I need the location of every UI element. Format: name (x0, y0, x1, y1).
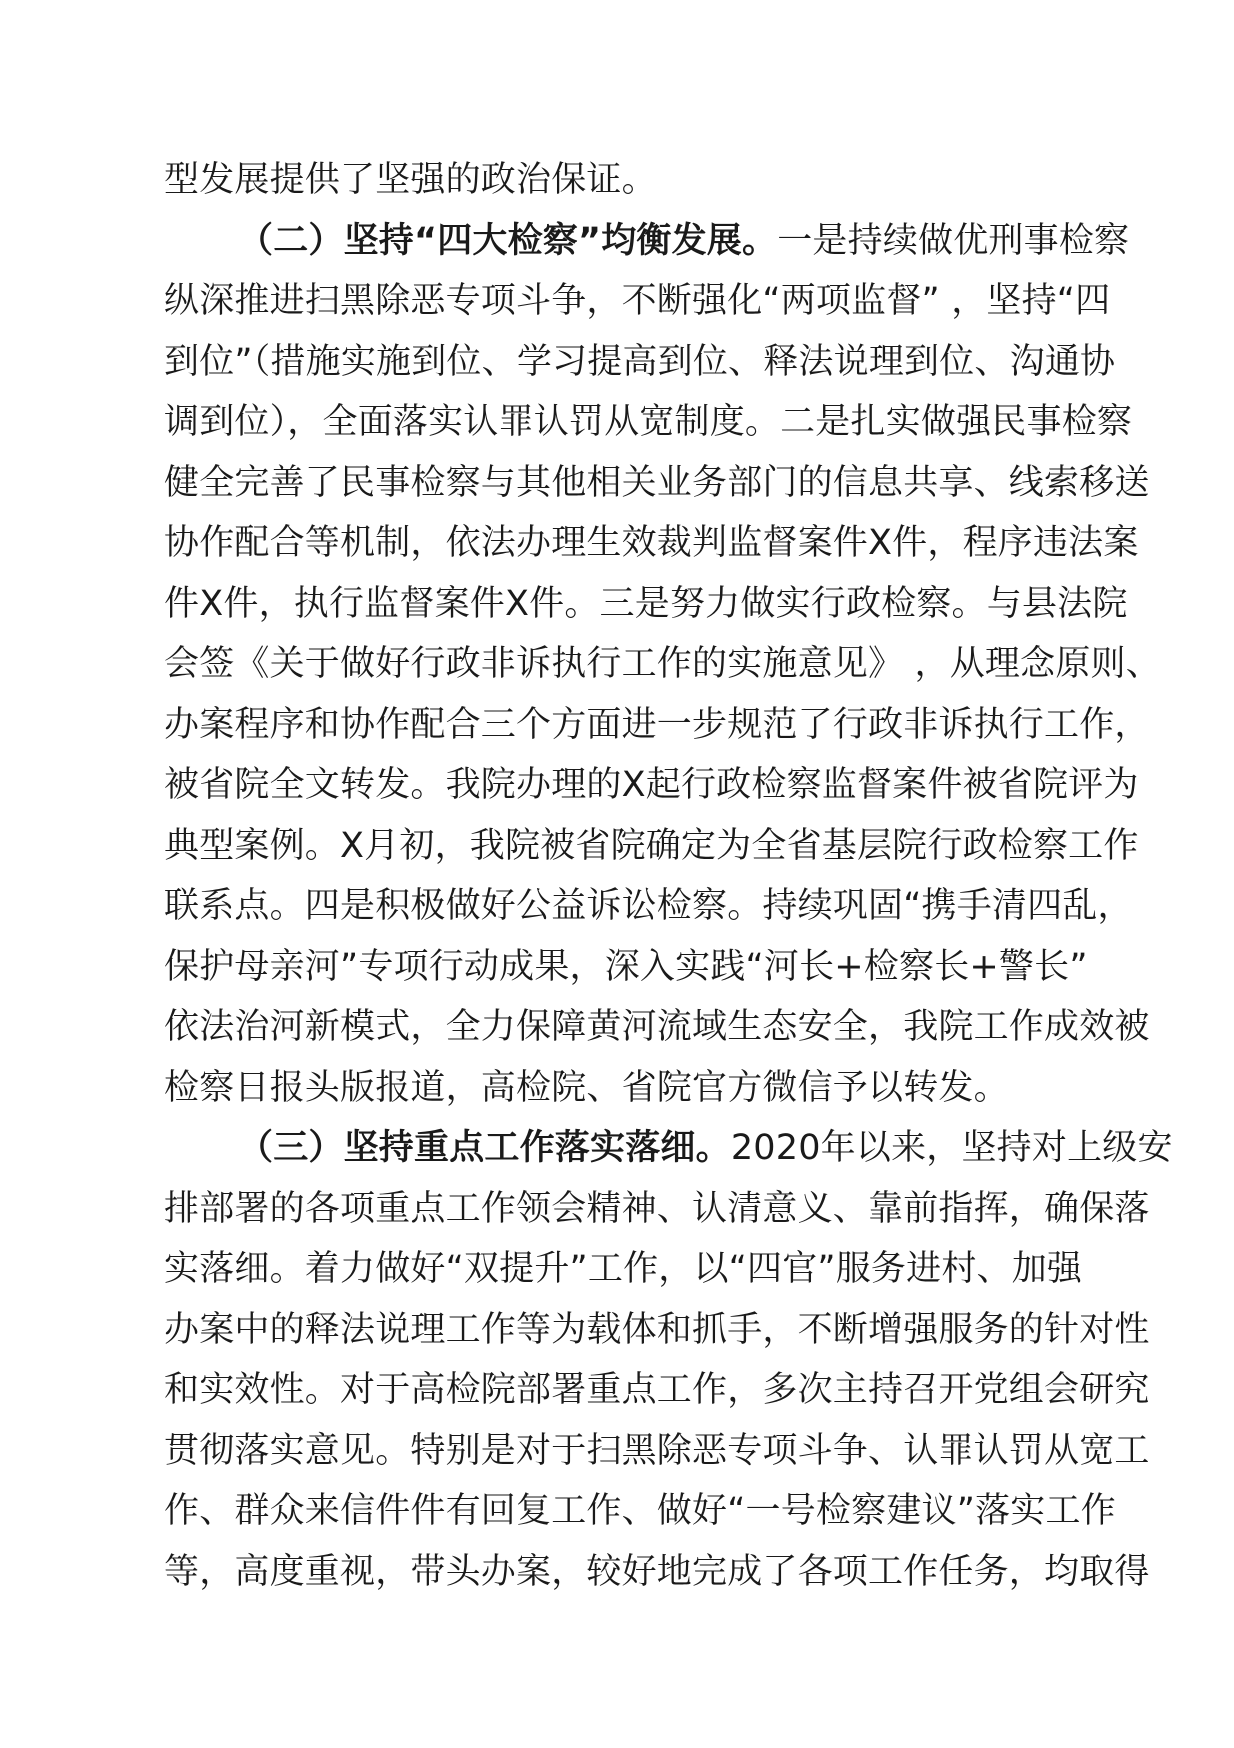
line-text: 检察日报头版报道，高检院、省院官方微信予以转发。 (164, 1067, 1009, 1108)
text-line (164, 816, 1139, 877)
line-text: 被省院全文转发。我院办理的X起行政检察监督案件被省院评为 (164, 765, 1139, 805)
line-text: 会签《关于做好行政非诉执行工作的实施意见》 ，从理念原则、 (164, 644, 1161, 684)
line-text: 到位”（措施实施到位、学习提高到位、释法说理到位、沟通协 (164, 341, 1116, 382)
line-text: 纵深推进扫黑除恶专项斗争，不断强化“两项监督” ，坚持“四 (164, 281, 1111, 321)
line-text: 典型案例。X月初，我院被省院确定为全省基层院行政检察工作 (164, 825, 1139, 866)
text-line (164, 695, 1150, 756)
text-line (164, 1300, 1150, 1361)
line-text: 和实效性。对于高检院部署重点工作，多次主持召开党组会研究 (164, 1370, 1150, 1410)
body-text (164, 150, 1173, 1602)
text-line (164, 332, 1124, 393)
text-line (164, 574, 1128, 635)
line-text: 办案中的释法说理工作等为载体和抓手，不断增强服务的针对性 (164, 1309, 1150, 1350)
text-line (164, 150, 1124, 211)
text-line (164, 755, 1139, 816)
text-line (164, 634, 1161, 695)
text-line (164, 271, 1124, 332)
text-line (164, 211, 1130, 272)
text-line (164, 1179, 1150, 1240)
text-line (164, 997, 1150, 1058)
line-text: 保护母亲河”专项行动成果，深入实践“河长+检察长+警长” (164, 946, 1088, 987)
text-line (164, 453, 1150, 514)
line-text: 贯彻落实意见。特别是对于扫黑除恶专项斗争、认罪认罚从宽工 (164, 1430, 1150, 1471)
line-text: 排部署的各项重点工作领会精神、认清意义、靠前指挥，确保落 (164, 1188, 1150, 1229)
line-text: 件X件，执行监督案件X件。三是努力做实行政检察。与县法院 (164, 583, 1128, 624)
text-line (164, 1481, 1124, 1542)
line-text: 作、群众来信件件有回复工作、做好“一号检察建议”落实工作 (164, 1491, 1116, 1531)
text-line (164, 1239, 1124, 1300)
section-heading: （二）坚持“四大检察”均衡发展。 (238, 220, 778, 261)
text-line (164, 1542, 1150, 1603)
section-heading: （三）坚持重点工作落实落细。 (238, 1128, 731, 1168)
line-text: 协作配合等机制，依法办理生效裁判监督案件X件，程序违法案 (164, 523, 1139, 563)
line-text: 调到位），全面落实认罪认罚从宽制度。二是扎实做强民事检察 (164, 402, 1133, 442)
line-text: 等，高度重视，带头办案，较好地完成了各项工作任务，均取得 (164, 1551, 1150, 1592)
line-text: 办案程序和协作配合三个方面进一步规范了行政非诉执行工作， (164, 704, 1150, 745)
text-line (164, 1421, 1150, 1482)
text-line (164, 1058, 1124, 1119)
text-line (164, 392, 1133, 453)
line-text: 一是持续做优刑事检察 (777, 220, 1130, 261)
line-text: 健全完善了民事检察与其他相关业务部门的信息共享、线索移送 (164, 462, 1150, 503)
line-text: 依法治河新模式，全力保障黄河流域生态安全，我院工作成效被 (164, 1007, 1150, 1047)
text-line (164, 1118, 1173, 1179)
line-text: 型发展提供了坚强的政治保证。 (164, 160, 657, 200)
line-text: 实落细。着力做好“双提升”工作，以“四官”服务进村、加强 (164, 1249, 1083, 1289)
text-line (164, 513, 1139, 574)
text-line (164, 876, 1133, 937)
text-line (164, 937, 1124, 998)
line-text: 联系点。四是积极做好公益诉讼检察。持续巩固“携手清四乱， (164, 886, 1133, 926)
text-line (164, 1360, 1150, 1421)
line-text: 2020年以来，坚持对上级安 (730, 1128, 1173, 1168)
